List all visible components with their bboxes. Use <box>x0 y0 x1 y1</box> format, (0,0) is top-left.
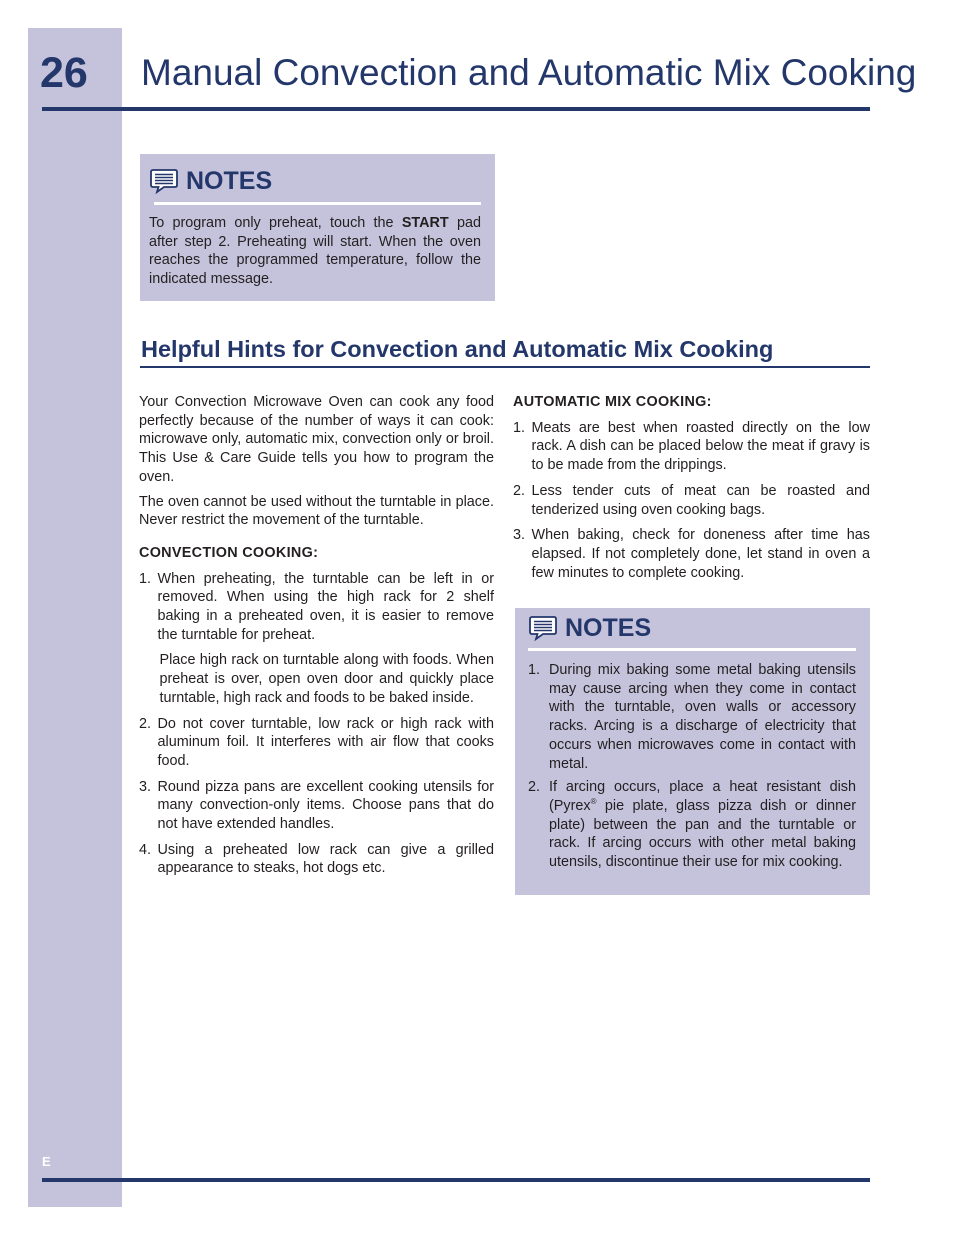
list-item: 1. During mix baking some metal baking utensils may cause arcing when they come in contact with the turntable, oven walls or accessory racks. Arcing is a discharge of electricity that occurs when microwaves come in contact with metal. <box>528 662 856 772</box>
convection-heading: CONVECTION COOKING: <box>139 544 319 561</box>
notes-header <box>528 615 856 641</box>
automatic-mix-heading: AUTOMATIC MIX COOKING: <box>513 394 712 410</box>
page-title: Manual Convection and Automatic Mix Cooking <box>141 52 917 93</box>
start-pad-label: START <box>401 215 449 231</box>
section-heading: Helpful Hints for Convection and Automatic Mix Cooking <box>141 336 774 362</box>
page-number: 26 <box>40 49 88 97</box>
registered-mark: ® <box>590 797 597 807</box>
convection-list <box>139 570 494 879</box>
footer-divider <box>42 1178 870 1182</box>
header-divider <box>42 107 870 111</box>
notes-divider <box>154 202 481 205</box>
list-item: 3. Round pizza pans are excellent cooking utensils for many convection-only items. Choose pans that do not have extended handles. <box>139 778 494 833</box>
automatic-mix-list <box>513 419 870 583</box>
language-marker: E <box>42 1154 51 1169</box>
notes-title: NOTES <box>186 166 273 195</box>
notes-divider <box>528 648 856 651</box>
list-item: 2. Do not cover turntable, low rack or high rack with aluminum foil. It interferes with air flow that cooks food. <box>139 715 494 769</box>
notes-header <box>149 168 481 194</box>
list-item: 2. If arcing occurs, place a heat resistant dish (Pyrex® pie plate, glass pizza dish or dinner plate) between the pan and the turntable or rack. If arcing occurs with other metal baking utensils, discontinue their use for mix cooking. <box>528 779 856 871</box>
list-item: 1. When preheating, the turntable can be left in or removed. When using the high rack for 2 shelf baking in a preheated oven, it is easier to remove the turntable for preheat. Place high rack on turntable along with foods. When preheat is over, open oven door and quickly place turntable, high rack and foods to be baked inside. <box>139 570 494 706</box>
notes-text: To program only preheat, touch the START pad after step 2. Preheating will start. When the oven reaches the programmed temperature, follow the indicated message. <box>149 215 481 288</box>
notes-list <box>528 661 856 872</box>
list-item-note: Place high rack on turntable along with foods. When preheat is over, open oven door and quickly place turntable, high rack and foods to be baked inside. <box>159 652 494 706</box>
notes-icon <box>149 168 179 194</box>
notes-box-preheat <box>140 154 495 301</box>
page-sidebar <box>28 28 122 1207</box>
list-item: 4. Using a preheated low rack can give a grilled appearance to steaks, hot dogs etc. <box>139 841 494 877</box>
list-item: 2. Less tender cuts of meat can be roasted and tenderized using oven cooking bags. <box>513 482 870 518</box>
intro-paragraph: Your Convection Microwave Oven can cook any food perfectly because of the number of ways it can cook: microwave only, automatic mix, convection only or broil. This Use & Care Guide tells you how to program the oven. <box>139 394 494 485</box>
notes-icon <box>528 615 558 641</box>
notes-title: NOTES <box>565 613 652 642</box>
right-column <box>513 393 870 589</box>
intro-paragraph: The oven cannot be used without the turntable in place. Never restrict the movement of the turntable. <box>139 493 494 529</box>
left-column <box>139 393 494 885</box>
list-item: 3. When baking, check for doneness after time has elapsed. If not completely done, let stand in oven a few minutes to complete cooking. <box>513 527 870 581</box>
notes-box-arcing <box>515 608 870 895</box>
section-divider <box>140 366 870 368</box>
list-item: 1. Meats are best when roasted directly on the low rack. A dish can be placed below the meat if gravy is to be made from the drippings. <box>513 419 870 474</box>
